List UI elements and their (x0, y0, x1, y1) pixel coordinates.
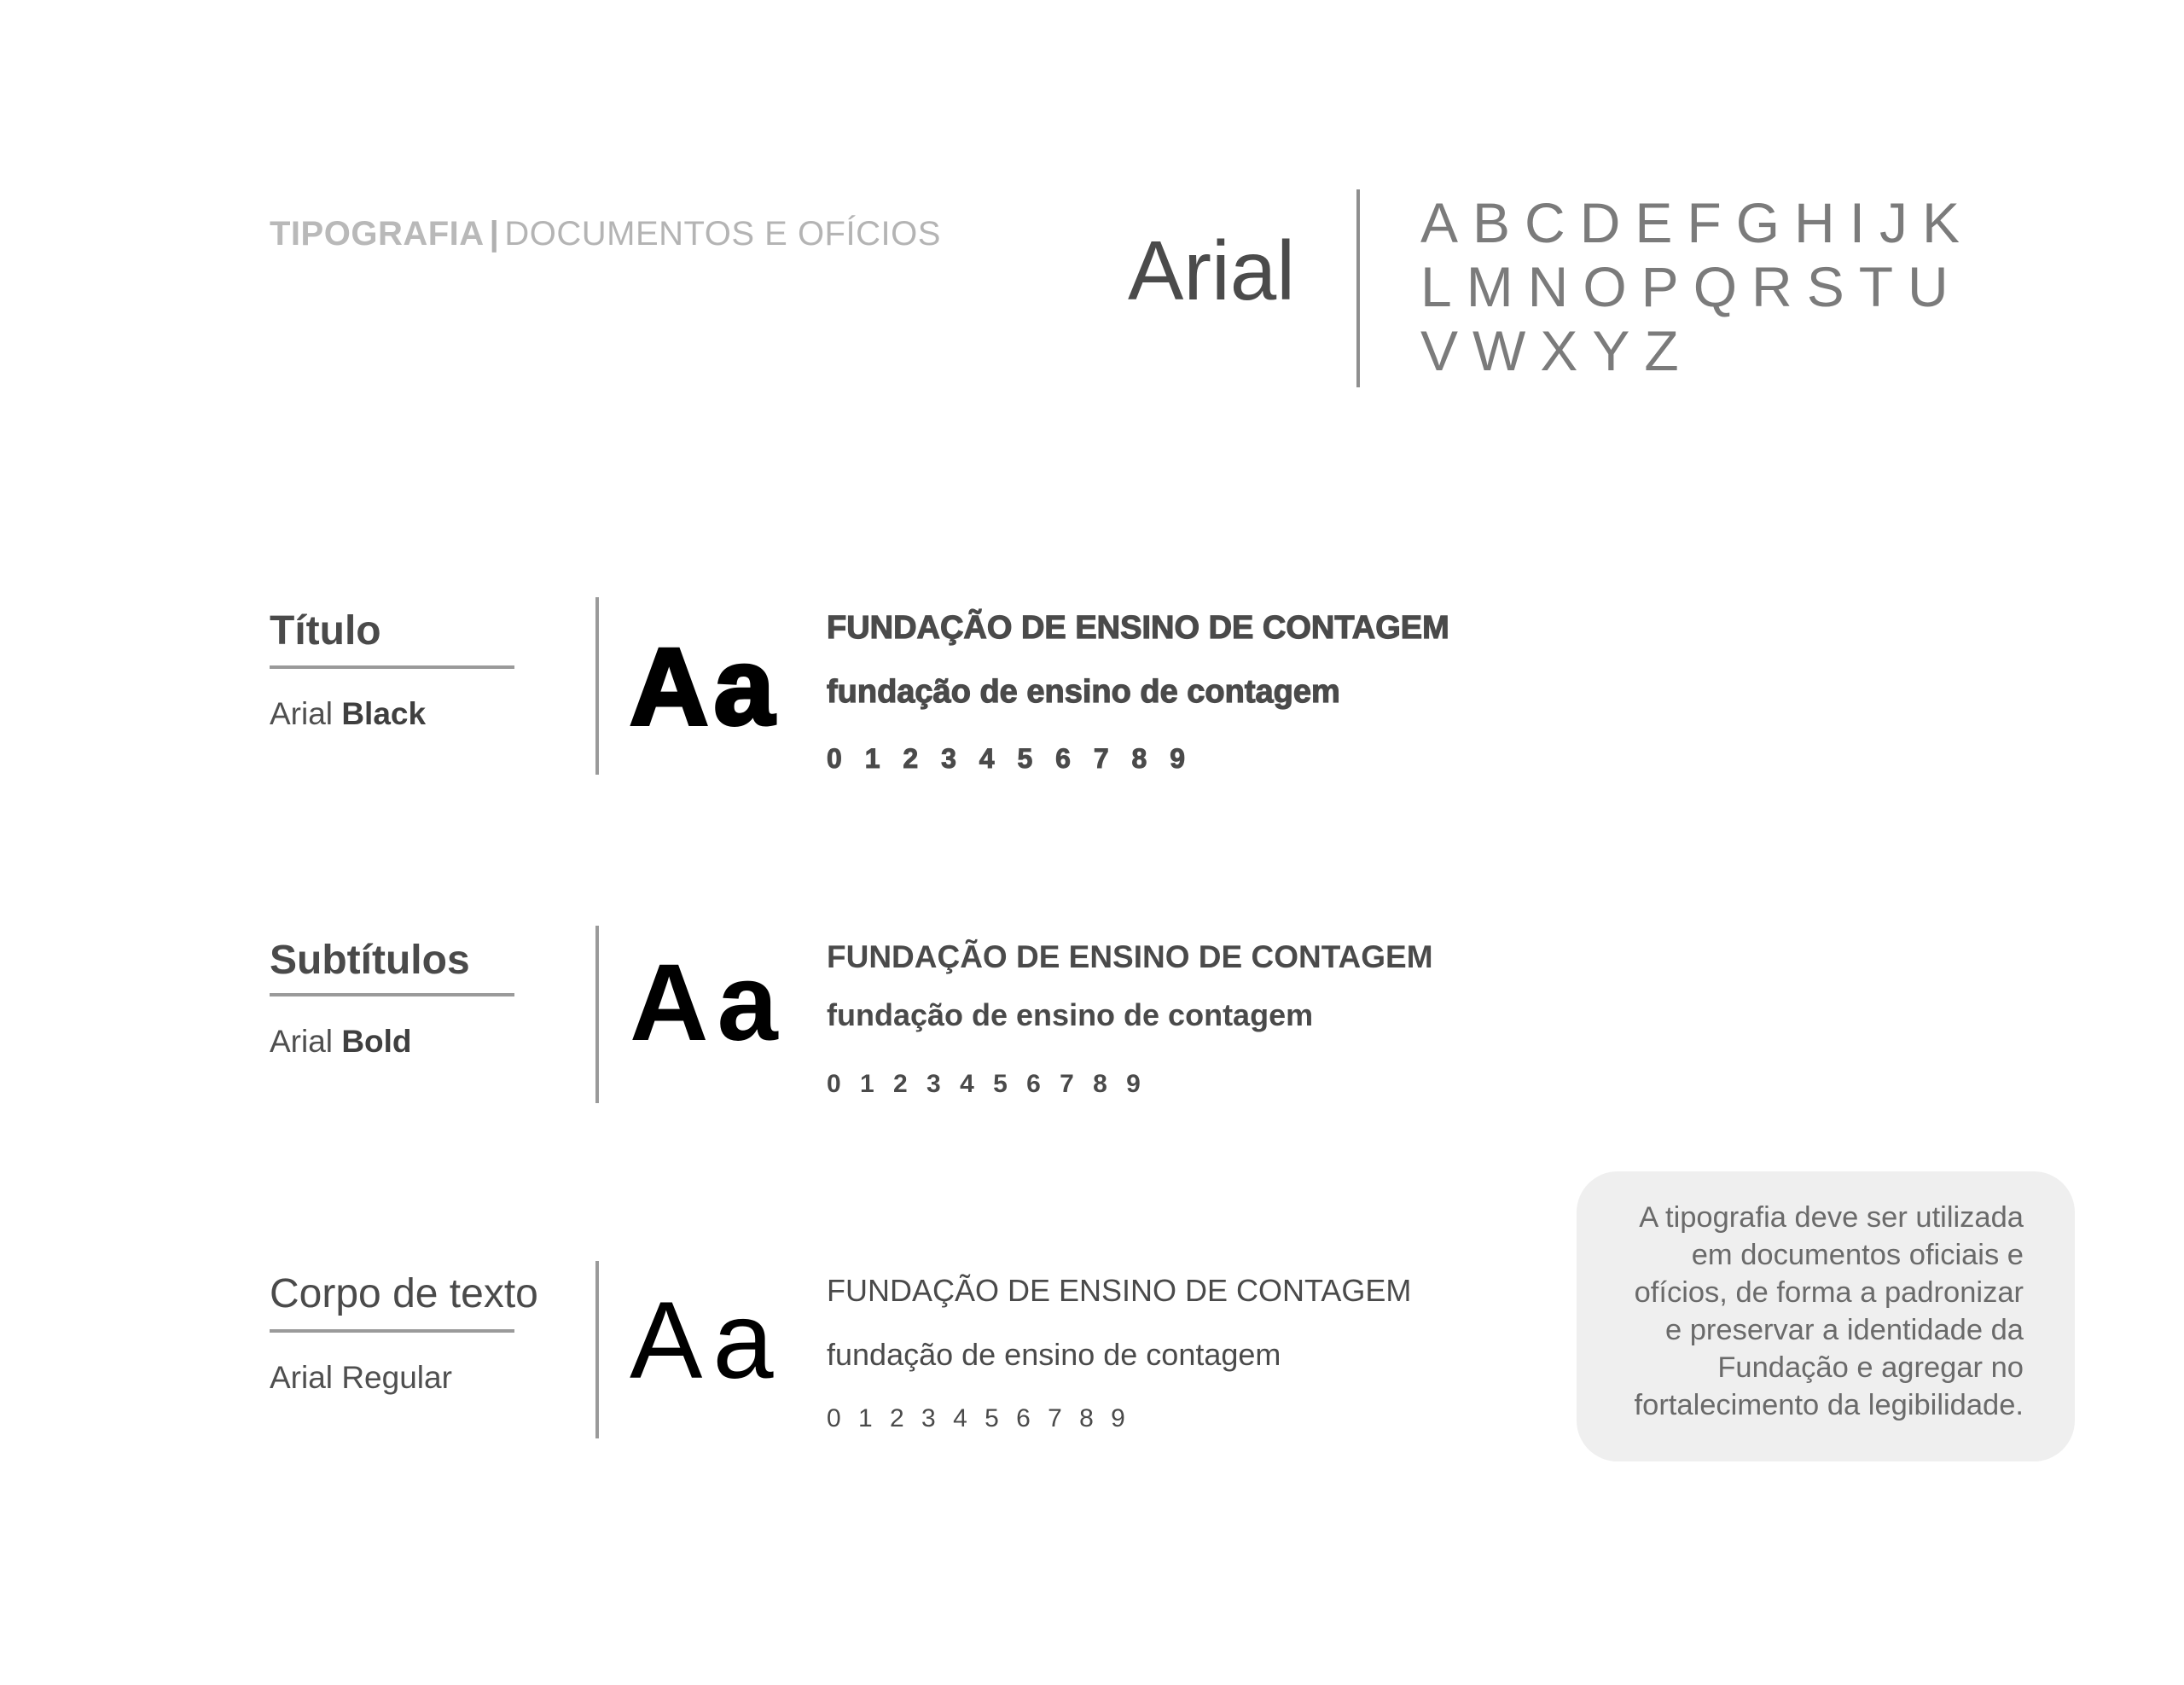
font-family-label: Arial (270, 1360, 334, 1395)
usage-note-line: Fundação e agregar no (1717, 1351, 2024, 1384)
row-subtitle-underline (270, 993, 514, 996)
font-name: Arial (1128, 224, 1296, 317)
alphabet-line-2: LMNOPQRSTU (1420, 255, 1963, 318)
section-header-subtitle: DOCUMENTOS E OFÍCIOS (504, 215, 941, 253)
row-subtitle-digits-sample: 0 1 2 3 4 5 6 7 8 9 (827, 1070, 1147, 1098)
row-subtitle-font-style (270, 1026, 412, 1057)
row-title-digits-sample: 0 1 2 3 4 5 6 7 8 9 (827, 743, 1193, 774)
usage-note-line: fortalecimento da legibilidade. (1634, 1389, 2024, 1421)
alphabet-line-1: ABCDEFGHIJK (1420, 191, 1975, 254)
row-title-divider (595, 597, 599, 775)
row-subtitle-glyph-sample: Aa (630, 942, 787, 1064)
font-family-label: Arial (270, 696, 334, 731)
usage-note-line: e preservar a identidade da (1664, 1314, 2024, 1346)
font-weight-label: Regular (341, 1360, 452, 1395)
font-family-label: Arial (270, 1024, 334, 1059)
row-subtitle-lowercase-sample: fundação de ensino de contagem (827, 997, 1314, 1032)
row-body-lowercase-sample: fundação de ensino de contagem (827, 1337, 1281, 1372)
row-subtitle-uppercase-sample: FUNDAÇÃO DE ENSINO DE CONTAGEM (827, 939, 1433, 974)
row-body-heading: Corpo de texto (270, 1271, 538, 1316)
row-body-uppercase-sample: FUNDAÇÃO DE ENSINO DE CONTAGEM (827, 1273, 1412, 1308)
row-title-heading: Título (270, 608, 381, 654)
row-title-uppercase-sample: FUNDAÇÃO DE ENSINO DE CONTAGEM (827, 610, 1449, 646)
row-subtitle-divider (595, 926, 599, 1103)
usage-note-line: em documentos oficiais e (1691, 1239, 2024, 1271)
row-title-font-style (270, 698, 426, 729)
usage-note-text (1594, 1199, 2024, 1424)
row-body-underline (270, 1329, 514, 1333)
row-title-glyph-sample: Aa (630, 626, 780, 748)
section-header-separator: | (489, 215, 500, 253)
alphabet-line-3: VWXYZ (1420, 319, 1693, 382)
row-body-digits-sample: 0 1 2 3 4 5 6 7 8 9 (827, 1404, 1130, 1432)
section-header-title: TIPOGRAFIA (270, 215, 485, 253)
font-weight-label: Black (341, 696, 427, 731)
row-body-divider (595, 1261, 599, 1438)
row-subtitle-heading: Subtítulos (270, 938, 470, 983)
usage-note-box (1577, 1171, 2075, 1461)
row-title-underline (270, 665, 514, 669)
row-body-font-style (270, 1362, 452, 1393)
font-weight-label: Bold (341, 1024, 412, 1059)
row-body-glyph-sample: Aa (630, 1280, 784, 1402)
usage-note-line: ofícios, de forma a padronizar (1634, 1276, 2024, 1309)
row-title-lowercase-sample: fundação de ensino de contagem (827, 674, 1340, 710)
section-header (270, 215, 941, 253)
font-divider (1356, 189, 1360, 387)
usage-note-line: A tipografia deve ser utilizada (1639, 1201, 2024, 1234)
